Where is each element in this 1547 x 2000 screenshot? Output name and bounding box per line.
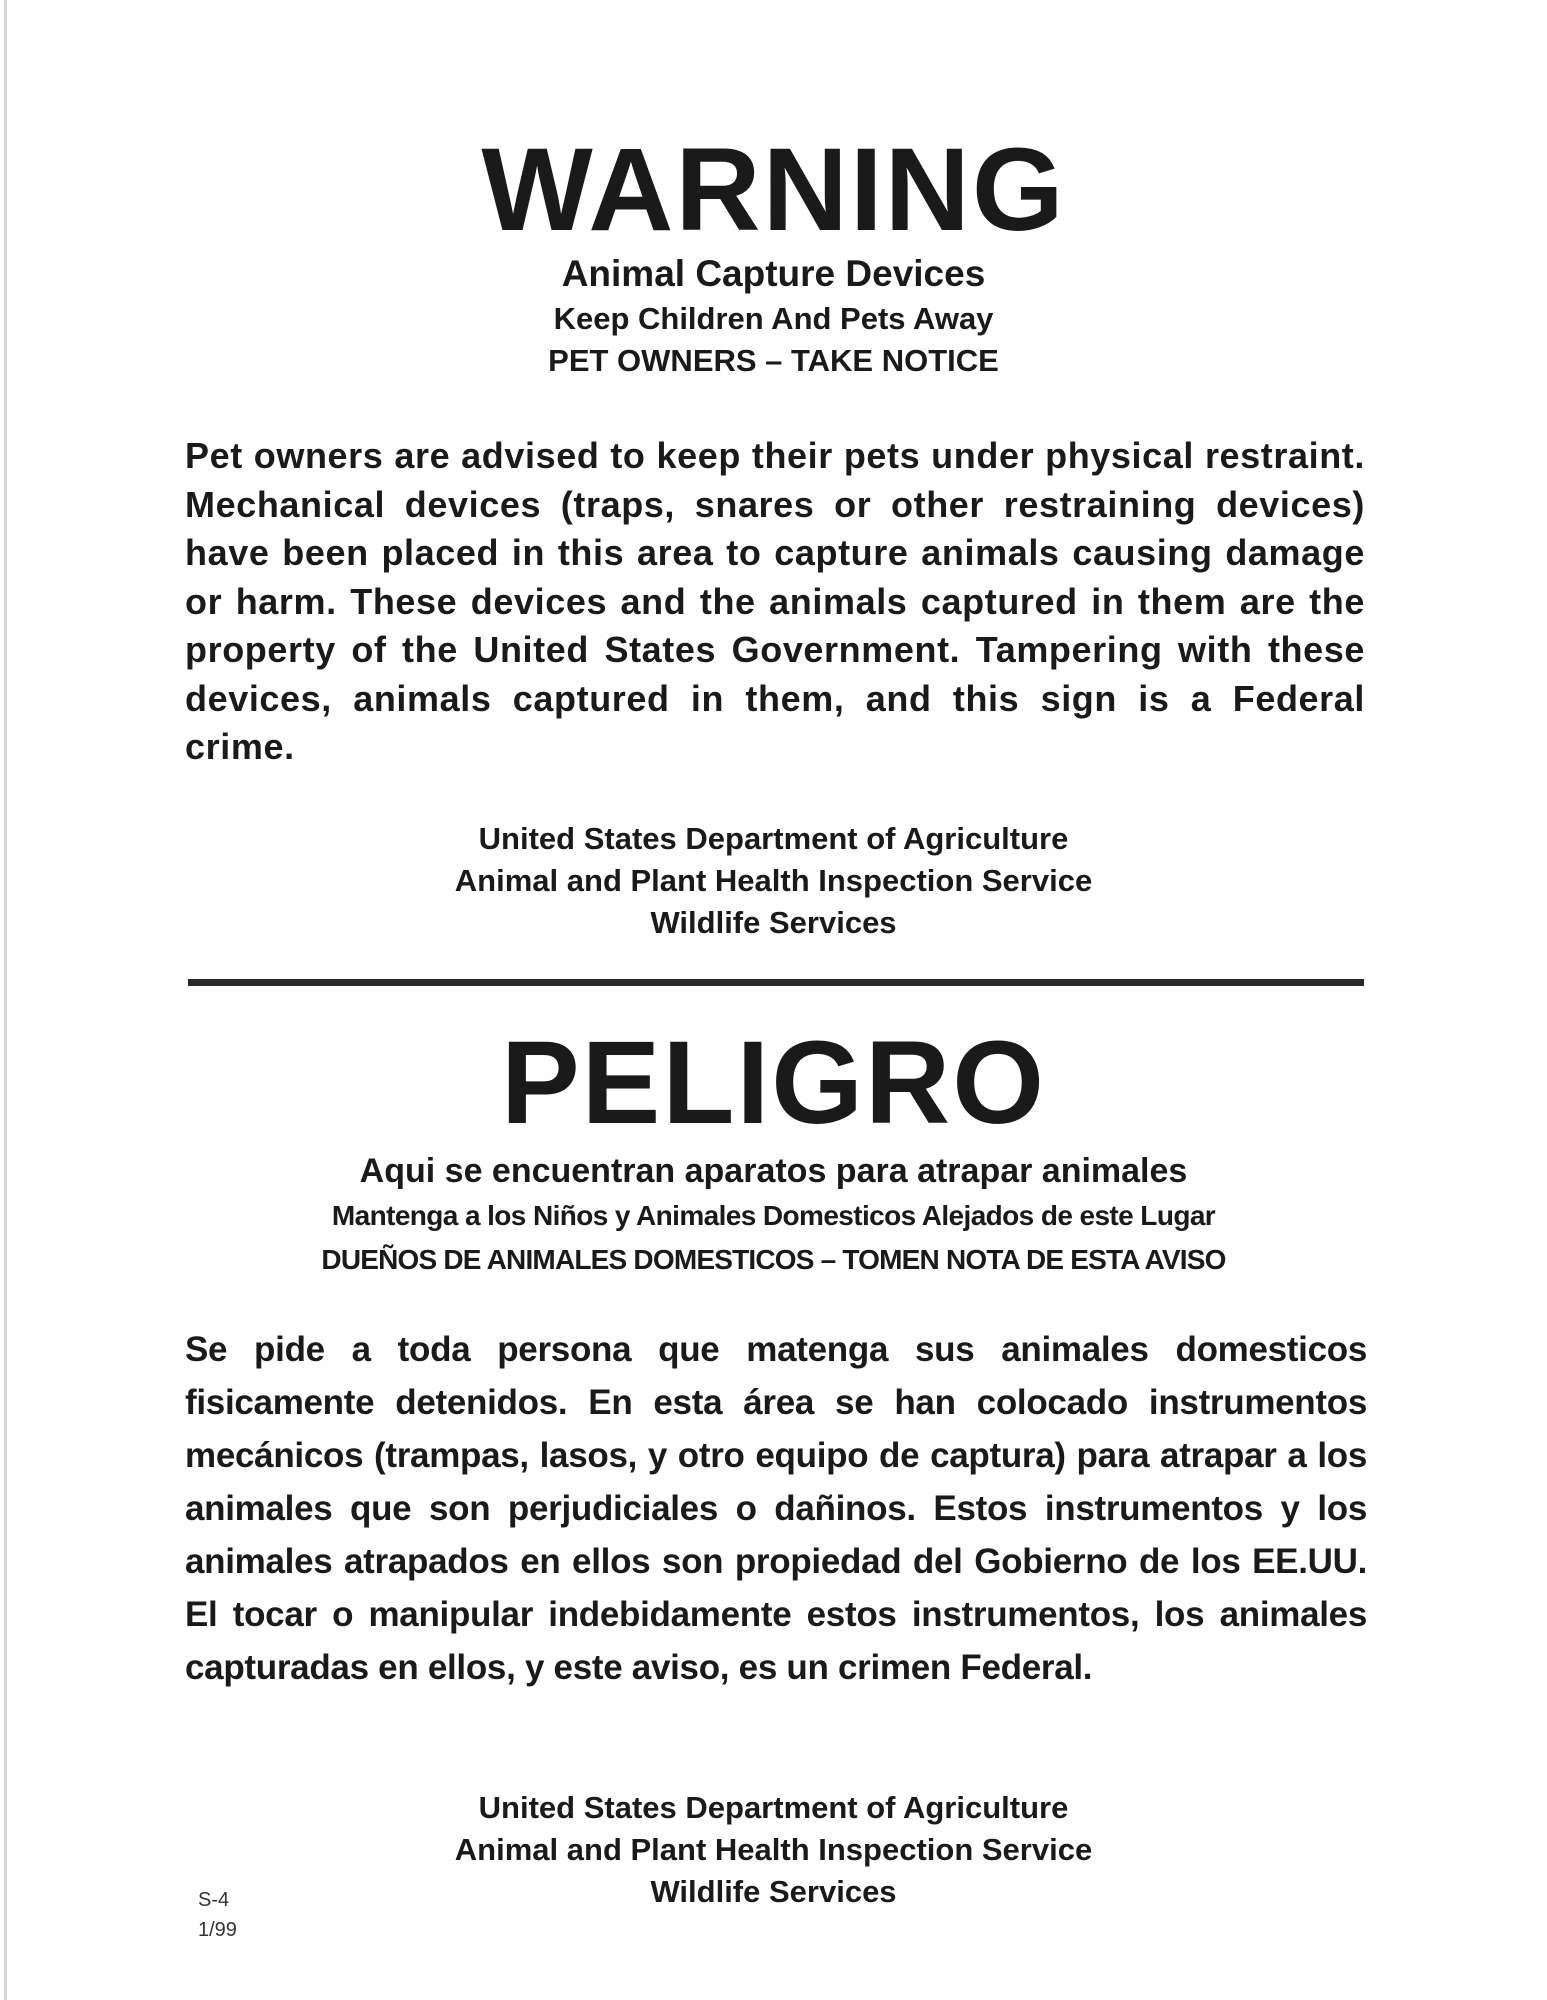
spanish-pet-owners-notice: DUEÑOS DE ANIMALES DOMESTICOS – TOMEN NOTA DE ESTA AVISO (321, 1244, 1226, 1275)
peligro-heading: PELIGRO (500, 1017, 1047, 1149)
english-body-paragraph: Pet owners are advised to keep their pets under physical restraint. Mechanical devices (traps, snares or other restraining devices) have been placed in this area to capture animals causing damage or harm. These devices and the animals captured in them are the property of the United States Government. Tampering with these devices, animals captured in them, and this sign is a Federal crime. (185, 435, 1365, 767)
spanish-keep-away-line: Mantenga a los Niños y Animales Domesticos Alejados de este Lugar (331, 1200, 1216, 1231)
spanish-agency-department: United States Department of Agriculture (478, 1790, 1069, 1825)
warning-heading: WARNING (481, 124, 1066, 256)
spanish-subheading: Aqui se encuentran aparatos para atrapar animales (359, 1152, 1188, 1190)
english-subheading: Animal Capture Devices (561, 253, 986, 294)
form-code: S-4 (198, 1889, 230, 1911)
english-keep-away-line: Keep Children And Pets Away (553, 301, 994, 336)
english-agency-unit: Wildlife Services (650, 905, 897, 940)
spanish-body-paragraph: Se pide a toda persona que matenga sus animales domesticos fisicamente detenidos. En esta área se han colocado instrumentos mecánicos (trampas, lasos, y otro equipo de captura) para atrapar a los animales que son perjudiciales o dañinos. Estos instrumentos y los animales atrapados en ellos son propiedad del Gobierno de los EE.UU. El tocar o manipular indebidamente estos instrumentos, los animales capturadas en ellos, y este aviso, es un crimen Federal. (185, 1330, 1367, 1687)
english-agency-department: United States Department of Agriculture (478, 821, 1069, 856)
section-divider (188, 979, 1364, 986)
spanish-agency-service: Animal and Plant Health Inspection Service (454, 1832, 1093, 1867)
english-agency-service: Animal and Plant Health Inspection Service (454, 863, 1093, 898)
english-agency-block (0, 818, 1547, 944)
spanish-agency-unit: Wildlife Services (650, 1874, 897, 1909)
form-code-block (198, 1885, 237, 1945)
english-pet-owners-notice: PET OWNERS – TAKE NOTICE (548, 343, 999, 378)
form-date: 1/99 (198, 1919, 237, 1941)
